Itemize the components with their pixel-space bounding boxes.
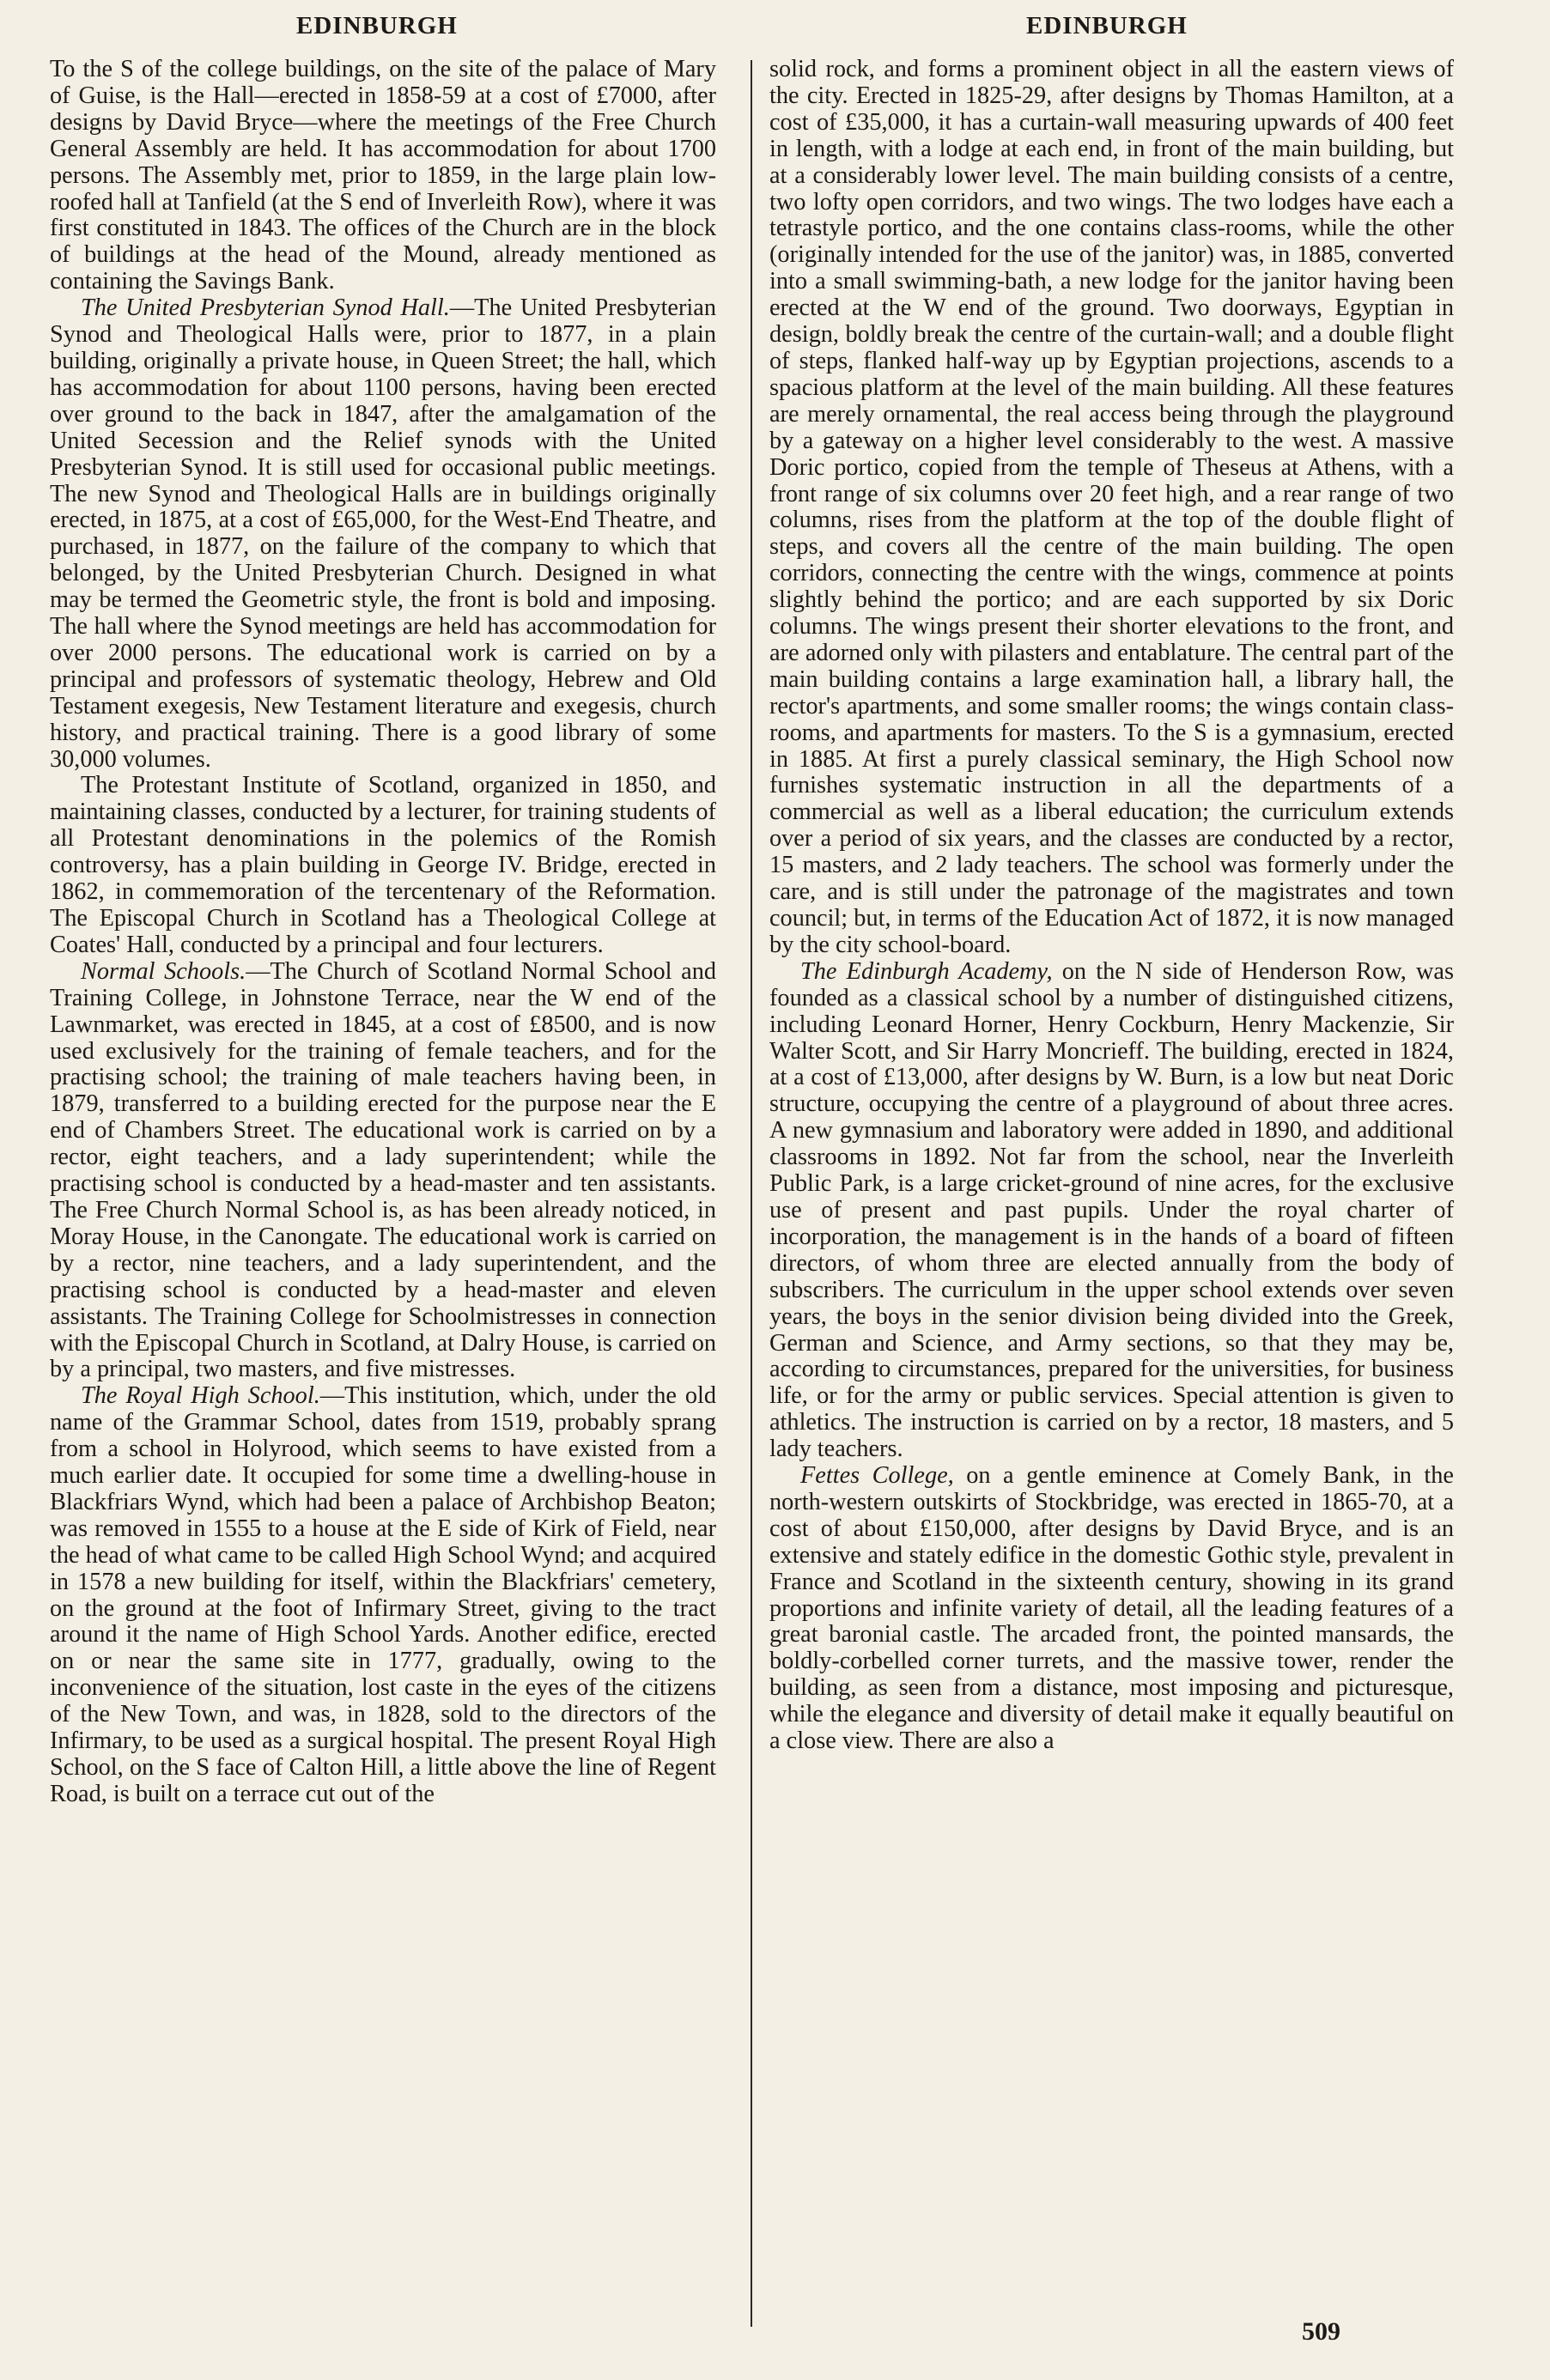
column-divider (751, 60, 752, 2327)
paragraph: The Royal High School.—This institution, which, under the old name of the Grammar School, dates from 1519, probably sprang from a school in Holyrood, which seems to have existed from a much earlier date. It occupied for some time a dwelling-house in Blackfriars Wynd, which had been a palace of Archbishop Beaton; was removed in 1555 to a house at the E side of Kirk of Field, near the head of what came to be called High School Wynd; and acquired in 1578 a new building for itself, within the Blackfriars' cemetery, on the ground at the foot of Infirmary Street, giving to the tract around it the name of High School Yards. Another edifice, erected on or near the same site in 1777, gradually, owing to the inconvenience of the situation, lost caste in the eyes of the citizens of the New Town, and was, in 1828, sold to the directors of the Infirmary, to be used as a surgical hospital. The present Royal High School, on the S face of Calton Hill, a little above the line of Regent Road, is built on a terrace cut out of the (50, 1382, 716, 1807)
paragraph: The Edinburgh Academy, on the N side of Henderson Row, was founded as a classical school by a number of distinguished citizens, including Leonard Horner, Henry Cockburn, Henry Mackenzie, Sir Walter Scott, and Sir Harry Moncrieff. The building, erected in 1824, at a cost of £13,000, after designs by W. Burn, is a low but neat Doric structure, occupying the centre of a playground of about three acres. A new gymnasium and laboratory were added in 1890, and additional classrooms in 1892. Not far from the school, near the Inverleith Public Park, is a large cricket-ground of nine acres, for the exclusive use of present and past pupils. Under the royal charter of incorporation, the management is in the hands of a board of fifteen directors, of whom three are elected annually from the body of subscribers. The curriculum in the upper school extends over seven years, the boys in the senior division being divided into the Greek, German and Science, and Army sections, so that they may be, according to circumstances, prepared for the universities, for business life, or for the army or public services. Special attention is given to athletics. The instruction is carried on by a rector, 18 masters, and 5 lady teachers. (769, 957, 1454, 1463)
section-lead: Normal Schools. (81, 957, 246, 985)
paragraph: Fettes College, on a gentle eminence at Comely Bank, in the north-western outskirts of Stockbridge, was erected in 1865-70, at a cost of about £150,000, after designs by David Bryce, and is an extensive and stately edifice in the domestic Gothic style, prevalent in France and Scotland in the sixteenth century, showing in its grand proportions and infinite variety of detail, all the leading features of a great baronial castle. The arcaded front, the pointed mansards, the boldly-corbelled corner turrets, and the massive tower, render the building, as seen from a distance, most imposing and picturesque, while the elegance and diversity of detail make it equally beautiful on a close view. There are also a (769, 1462, 1454, 1755)
running-head-left: EDINBURGH (296, 12, 458, 39)
right-column (769, 57, 1454, 1755)
paragraph: solid rock, and forms a prominent object in all the eastern views of the city. Erected in 1825-29, after designs by Thomas Hamilton, at a cost of £35,000, it has a curtain-wall measuring upwards of 400 feet in length, with a lodge at each end, in front of the main building, but at a considerably lower level. The main building consists of a centre, two lofty open corridors, and two wings. The two lodges have each a tetrastyle portico, and the one contains class-rooms, while the other (originally intended for the use of the janitor) was, in 1885, converted into a small swimming-bath, a new lodge for the janitor having been erected at the W end of the ground. Two doorways, Egyptian in design, boldly break the centre of the curtain-wall; and a double flight of steps, flanked half-way up by Egyptian projections, ascends to a spacious platform at the level of the main building. All these features are merely ornamental, the real access being through the playground by a gateway on a higher level considerably to the west. A massive Doric portico, copied from the temple of Theseus at Athens, with a front range of six columns over 20 feet high, and a rear range of two columns, rises from the platform at the top of the double flight of steps, and covers all the centre of the main building. The open corridors, connecting the centre with the wings, commence at points slightly behind the portico; and are each supported by six Doric columns. The wings present their shorter elevations to the front, and are adorned only with pilasters and entablature. The central part of the main building contains a large examination hall, a library hall, the rector's apartments, and some smaller rooms; the wings contain class-rooms, and apartments for masters. To the S is a gymnasium, erected in 1885. At first a purely classical seminary, the High School now furnishes systematic instruction in all the departments of a commercial as well as a liberal education; the curriculum extends over a period of six years, and the classes are conducted by a rector, 15 masters, and 2 lady teachers. The school was formerly under the care, and is still under the patronage of the magistrates and town council; but, in terms of the Education Act of 1872, it is now managed by the city school-board. (769, 56, 1454, 958)
section-lead: Fettes College, (800, 1462, 954, 1490)
paragraph: Normal Schools.—The Church of Scotland Normal School and Training College, in Johnstone Terrace, near the W end of the Lawnmarket, was erected in 1845, at a cost of £8500, and is now used exclusively for the training of female teachers, and for the practising school; the training of male teachers having been, in 1879, transferred to a building erected for the purpose near the E end of Chambers Street. The educational work is carried on by a rector, eight teachers, and a lady superintendent; while the practising school is conducted by a head-master and ten assistants. The Free Church Normal School is, as has been already noticed, in Moray House, in the Canongate. The educational work is carried on by a rector, nine teachers, and a lady superintendent, and the practising school is conducted by a head-master and eleven assistants. The Training College for Schoolmistresses in connection with the Episcopal Church in Scotland, at Dalry House, is carried on by a principal, two masters, and five mistresses. (50, 957, 716, 1383)
paragraph: The United Presbyterian Synod Hall.—The United Presbyterian Synod and Theological Halls were, prior to 1877, in a plain building, originally a private house, in Queen Street; the hall, which has accommodation for about 1100 persons, having been erected over ground to the back in 1847, after the amalgamation of the United Secession and the Relief synods with the United Presbyterian Synod. It is still used for occasional public meetings. The new Synod and Theological Halls are in buildings originally erected, in 1875, at a cost of £65,000, for the West-End Theatre, and purchased, in 1877, on the failure of the company to which that belonged, by the United Presbyterian Church. Designed in what may be termed the Geometric style, the front is bold and imposing. The hall where the Synod meetings are held has accommodation for over 2000 persons. The educational work is carried on by a principal and professors of systematic theology, Hebrew and Old Testament exegesis, New Testament literature and exegesis, church history, and practical training. There is a good library of some 30,000 volumes. (50, 294, 716, 773)
paragraph: The Protestant Institute of Scotland, organized in 1850, and maintaining classes, conducted by a lecturer, for training students of all Protestant denominations in the polemics of the Romish controversy, has a plain building in George IV. Bridge, erected in 1862, in commemoration of the tercentenary of the Reformation. The Episcopal Church in Scotland has a Theological College at Coates' Hall, conducted by a principal and four lecturers. (50, 772, 716, 958)
paragraph: To the S of the college buildings, on the site of the palace of Mary of Guise, is the Hall—erected in 1858-59 at a cost of £7000, after designs by David Bryce—where the meetings of the Free Church General Assembly are held. It has accommodation for about 1700 persons. The Assembly met, prior to 1859, in the large plain low-roofed hall at Tanfield (at the S end of Inverleith Row), where it was first constituted in 1843. The offices of the Church are in the block of buildings at the head of the Mound, already mentioned as containing the Savings Bank. (50, 56, 716, 295)
left-column (50, 57, 716, 1808)
section-lead: The Royal High School. (81, 1382, 320, 1410)
section-lead: The Edinburgh Academy, (800, 957, 1053, 985)
running-head-right: EDINBURGH (1026, 12, 1188, 39)
section-lead: The United Presbyterian Synod Hall. (81, 294, 450, 322)
page-number: 509 (1302, 2317, 1340, 2346)
